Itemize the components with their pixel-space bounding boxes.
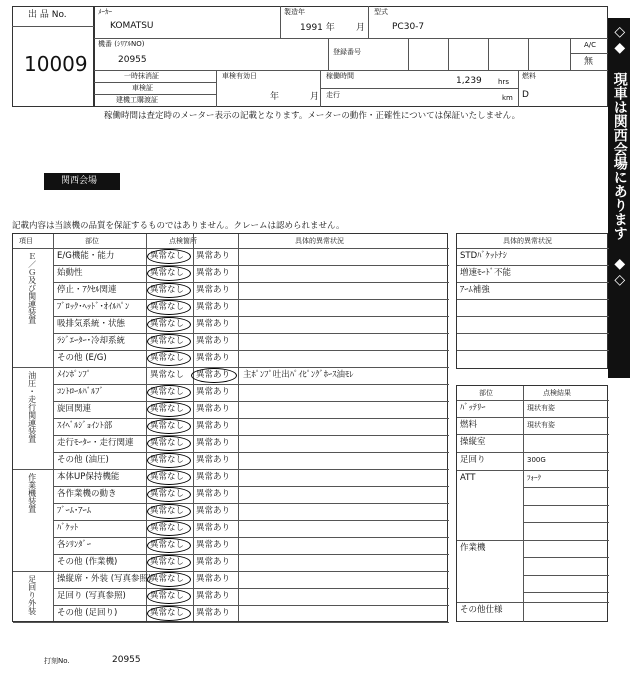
venue-tag-text: 関西会場: [61, 176, 98, 186]
year-value: 1991 年: [300, 23, 335, 33]
row-normal: 異常なし: [150, 591, 185, 601]
row-abnormal: 異常あり: [196, 523, 231, 533]
row-detail: 主ﾎﾟﾝﾌﾟ吐出ﾊﾟｲﾋﾟﾝｸﾞﾎｰｽ油ﾓﾚ: [243, 370, 354, 380]
row-part: 本体UP保持機能: [57, 472, 120, 482]
normal-mark: [147, 487, 191, 502]
normal-mark: [147, 572, 191, 587]
row-part: ﾗｼﾞｴｰﾀｰ･冷却系統: [57, 336, 126, 346]
row-abnormal: 異常あり: [196, 251, 231, 261]
year-label: 製造年: [284, 8, 305, 16]
table-col-line: [238, 234, 239, 621]
row-part: 旋回関連: [57, 404, 92, 414]
row-part: ﾌﾞｰﾑ･ｱｰﾑ: [57, 506, 92, 516]
ac-label: A/C: [584, 41, 597, 49]
rp-row-line: [457, 265, 609, 266]
row-part: ﾊﾞｹｯﾄ: [57, 523, 79, 533]
hours-note: 稼働時間は査定時のメーター表示の記載となります。メーターの動作・正確性については保証いたしません。: [104, 111, 521, 121]
mileage-label: 走行: [326, 91, 340, 99]
row-abnormal: 異常あり: [196, 285, 231, 295]
row-normal: 異常なし: [150, 353, 185, 363]
row-normal: 異常なし: [150, 251, 185, 261]
row-normal: 異常なし: [150, 268, 185, 278]
row-part: ｺﾝﾄﾛｰﾙﾊﾞﾙﾌﾞ: [57, 387, 104, 397]
rp-row-line: [457, 299, 609, 300]
res-result-4: ﾌｫｰｸ: [527, 474, 541, 482]
inspection-year: 年: [270, 92, 280, 102]
res-row-line: [457, 602, 609, 603]
res-row-line: [457, 434, 609, 435]
table-row-line: [53, 418, 449, 419]
row-abnormal: 異常あり: [196, 370, 231, 380]
listing-no: 10009: [24, 52, 88, 76]
hours-label: 稼働時間: [326, 72, 354, 80]
hours-unit: hrs: [498, 78, 509, 86]
row-part: 始動性: [57, 268, 83, 278]
row-normal: 異常なし: [150, 370, 185, 380]
group-label-1: 油圧・走行関連装置: [27, 371, 37, 443]
location-banner-text: ◇◆ 現車は関西会場にあります ◆◇: [611, 24, 628, 288]
res-header-line: [457, 400, 609, 401]
table-row-line: [53, 265, 449, 266]
row-part: ｽｲﾍﾞﾙｼﾞｮｲﾝﾄ部: [57, 421, 113, 431]
row-part: 操縦席・外装 (写真参照): [57, 574, 152, 584]
normal-mark: [147, 453, 191, 468]
row-abnormal: 異常あり: [196, 455, 231, 465]
row-part: 停止・ｱｸｾﾙ関連: [57, 285, 117, 295]
res-row-line: [457, 417, 609, 418]
res-sub-line: [523, 557, 609, 558]
table-row-line: [53, 401, 449, 402]
row-abnormal: 異常あり: [196, 353, 231, 363]
res-sub-line: [523, 522, 609, 523]
row-normal: 異常なし: [150, 455, 185, 465]
sub-label-0: 一時抹消証: [124, 72, 159, 80]
table-row-line: [53, 520, 449, 521]
table-row-line: [53, 299, 449, 300]
row-normal: 異常なし: [150, 506, 185, 516]
row-normal: 異常なし: [150, 404, 185, 414]
normal-mark: [147, 470, 191, 485]
normal-mark: [147, 402, 191, 417]
normal-mark: [147, 521, 191, 536]
maker-value: KOMATSU: [110, 21, 154, 31]
row-part: その他 (油圧): [57, 455, 109, 465]
inspection-table: [12, 233, 448, 622]
stamp-value: 20955: [112, 655, 141, 665]
res-part-5: 作業機: [460, 543, 486, 553]
year-month-suffix: 月: [356, 23, 366, 33]
col-header-detail: 具体的異常状況: [295, 237, 344, 245]
col-header-item: 項目: [19, 237, 33, 245]
serial-label: 機番 (ｼﾘｱﾙNO): [98, 40, 145, 48]
table-header-line: [13, 248, 449, 249]
header-grid: [94, 6, 608, 107]
row-part: ﾌﾞﾛｯｸ･ﾍｯﾄﾞ･ｵｲﾙﾊﾟﾝ: [57, 302, 130, 312]
normal-mark: [147, 538, 191, 553]
row-normal: 異常なし: [150, 557, 185, 567]
row-abnormal: 異常あり: [196, 540, 231, 550]
row-part: 各ｼﾘﾝﾀﾞｰ: [57, 540, 92, 550]
row-part: その他 (E/G): [57, 353, 107, 363]
row-abnormal: 異常あり: [196, 472, 231, 482]
res-part-4: ATT: [460, 473, 476, 483]
res-row-line: [457, 540, 609, 541]
hours-value: 1,239: [456, 76, 482, 86]
table-row-line: [53, 503, 449, 504]
rp-row-line: [457, 282, 609, 283]
table-row-line: [53, 350, 449, 351]
right-panel-header: 具体的異常状況: [503, 237, 552, 245]
res-result-3: 300G: [527, 456, 546, 464]
row-normal: 異常なし: [150, 523, 185, 533]
row-abnormal: 異常あり: [196, 387, 231, 397]
results-header-part: 部位: [479, 389, 493, 397]
table-row-line: [53, 452, 449, 453]
row-abnormal: 異常あり: [196, 438, 231, 448]
group-line: [13, 571, 449, 572]
table-row-line: [53, 333, 449, 334]
table-row-line: [53, 537, 449, 538]
row-normal: 異常なし: [150, 421, 185, 431]
venue-tag: [44, 173, 120, 190]
row-abnormal: 異常あり: [196, 608, 231, 618]
res-part-2: 操縦室: [460, 437, 486, 447]
normal-mark: [147, 300, 191, 315]
row-part: 足回り (写真参照): [57, 591, 126, 601]
fuel-value: D: [522, 90, 529, 100]
table-row-line: [53, 282, 449, 283]
row-part: 各作業機の動き: [57, 489, 117, 499]
normal-mark: [147, 249, 191, 264]
rp-row-line: [457, 333, 609, 334]
table-col-line: [193, 234, 194, 621]
rp-item-2: ｱｰﾑ補強: [460, 285, 490, 295]
normal-mark: [147, 266, 191, 281]
inspection-label: 車検有効日: [222, 72, 257, 80]
stamp-label: 打刻No.: [44, 657, 70, 665]
right-detail-panel: [456, 233, 608, 369]
row-part: その他 (足回り): [57, 608, 118, 618]
table-row-line: [53, 316, 449, 317]
group-line: [13, 622, 449, 623]
row-abnormal: 異常あり: [196, 319, 231, 329]
row-normal: 異常なし: [150, 608, 185, 618]
res-sub-line: [523, 592, 609, 593]
normal-mark: [147, 283, 191, 298]
normal-mark: [147, 589, 191, 604]
row-abnormal: 異常あり: [196, 268, 231, 278]
serial-value: 20955: [118, 55, 147, 65]
row-normal: 異常なし: [150, 336, 185, 346]
row-normal: 異常なし: [150, 472, 185, 482]
row-part: ﾒｲﾝﾎﾟﾝﾌﾟ: [57, 370, 92, 380]
row-part: 吸排気系統・状態: [57, 319, 126, 329]
group-line: [13, 469, 449, 470]
normal-mark: [147, 351, 191, 366]
row-normal: 異常なし: [150, 438, 185, 448]
row-abnormal: 異常あり: [196, 302, 231, 312]
fuel-label: 燃料: [522, 72, 536, 80]
normal-mark: [147, 555, 191, 570]
results-table: [456, 385, 608, 622]
table-row-line: [53, 605, 449, 606]
km-unit: km: [502, 94, 513, 102]
normal-mark: [147, 334, 191, 349]
row-abnormal: 異常あり: [196, 574, 231, 584]
table-row-line: [53, 554, 449, 555]
row-abnormal: 異常あり: [196, 404, 231, 414]
table-row-line: [53, 486, 449, 487]
rp-item-0: STDﾊﾞｹｯﾄﾅｼ: [460, 251, 507, 261]
row-abnormal: 異常あり: [196, 506, 231, 516]
ac-value: 無: [584, 57, 594, 67]
row-normal: 異常なし: [150, 489, 185, 499]
res-sub-line: [523, 487, 609, 488]
res-part-6: その他仕様: [460, 605, 503, 615]
row-normal: 異常なし: [150, 574, 185, 584]
row-part: E/G機能・能力: [57, 251, 115, 261]
row-abnormal: 異常あり: [196, 557, 231, 567]
res-part-0: ﾊﾞｯﾃﾘｰ: [460, 403, 486, 413]
col-header-part: 部位: [85, 237, 99, 245]
res-sub-line: [523, 505, 609, 506]
group-line: [13, 367, 449, 368]
row-part: その他 (作業機): [57, 557, 118, 567]
reg-label: 登録番号: [333, 48, 361, 56]
row-normal: 異常なし: [150, 285, 185, 295]
row-normal: 異常なし: [150, 387, 185, 397]
row-normal: 異常なし: [150, 302, 185, 312]
table-col-line: [53, 234, 54, 621]
normal-mark: [147, 385, 191, 400]
rp-header-line: [457, 248, 609, 249]
res-result-1: 現状有姿: [527, 421, 555, 429]
listing-no-label: 出 品 No.: [28, 10, 67, 20]
row-normal: 異常なし: [150, 540, 185, 550]
row-abnormal: 異常あり: [196, 591, 231, 601]
res-row-line: [457, 470, 609, 471]
rp-row-line: [457, 350, 609, 351]
row-abnormal: 異常あり: [196, 336, 231, 346]
model-value: PC30-7: [392, 22, 425, 32]
sub-label-1: 車検証: [132, 84, 153, 92]
normal-mark: [147, 419, 191, 434]
model-label: 型式: [374, 8, 388, 16]
abnormal-mark: [191, 368, 237, 383]
maker-label: ﾒｰｶｰ: [98, 8, 112, 16]
res-part-1: 燃料: [460, 420, 478, 430]
table-row-line: [53, 384, 449, 385]
res-col-line-lower: [523, 470, 524, 622]
row-abnormal: 異常あり: [196, 421, 231, 431]
res-part-3: 足回り: [460, 455, 486, 465]
normal-mark: [147, 504, 191, 519]
table-row-line: [53, 588, 449, 589]
res-col-line: [523, 386, 524, 470]
sub-label-2: 建機工購渡証: [116, 96, 158, 104]
table-row-line: [53, 435, 449, 436]
results-header-result: 点検結果: [543, 389, 571, 397]
row-part: 走行ﾓｰﾀｰ・走行関連: [57, 438, 134, 448]
col-header-check: 点検箇所: [169, 237, 197, 245]
rp-item-1: 増速ﾓｰﾄﾞ不能: [460, 268, 512, 278]
group-label-3: 足回り外装: [27, 575, 37, 615]
disclaimer: 記載内容は当該機の品質を保証するものではありません。クレームは認められません。: [12, 221, 345, 231]
row-normal: 異常なし: [150, 319, 185, 329]
res-result-0: 現状有姿: [527, 404, 555, 412]
group-label-0: Ｅ／Ｇ及び関連装置: [27, 252, 37, 324]
res-row-line: [457, 452, 609, 453]
location-banner: [608, 18, 630, 378]
inspection-month: 月: [310, 92, 320, 102]
res-sub-line: [523, 575, 609, 576]
normal-mark: [147, 436, 191, 451]
rp-row-line: [457, 316, 609, 317]
normal-mark: [147, 317, 191, 332]
normal-mark: [147, 606, 191, 621]
group-label-2: 作業機装置: [27, 473, 37, 513]
row-abnormal: 異常あり: [196, 489, 231, 499]
